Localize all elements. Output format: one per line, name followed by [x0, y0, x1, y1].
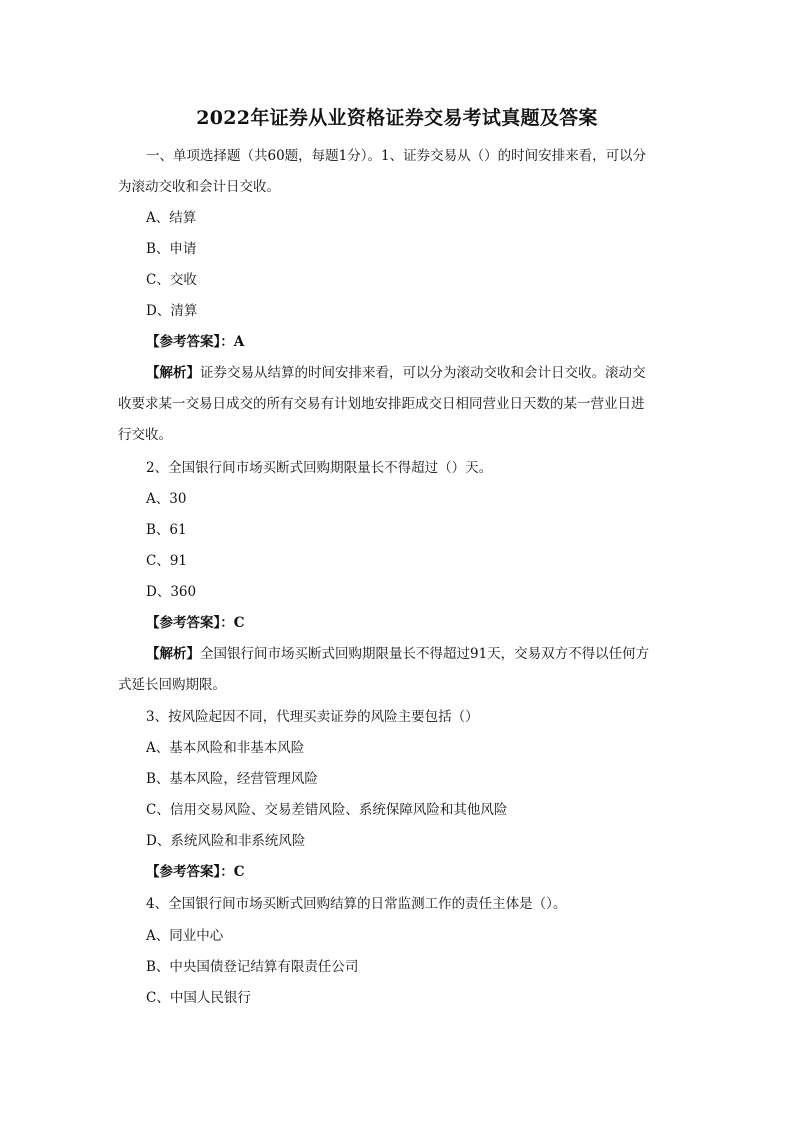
q2-analysis-text: 全国银行间市场买断式回购期限量长不得超过91天，交易双方不得以任何方: [200, 646, 650, 662]
q4-question: 4、全国银行间市场买断式回购结算的日常监测工作的责任主体是（）。: [146, 896, 567, 912]
section-intro-line-cont: 为滚动交收和会计日交收。: [118, 179, 280, 195]
q2-question: 2、全国银行间市场买断式回购期限量长不得超过（）天。: [146, 460, 493, 476]
q3-option-b: B、基本风险，经营管理风险: [146, 771, 318, 787]
q1-answer: 【参考答案】：A: [146, 334, 245, 350]
q1-option-b: B、申请: [146, 241, 197, 257]
q1-option-c: C、交收: [146, 272, 197, 288]
q1-analysis-line-2: 收要求某一交易日成交的所有交易有计划地安排距成交日相同营业日天数的某一营业日进: [118, 396, 645, 412]
q3-option-a: A、基本风险和非基本风险: [146, 740, 305, 756]
q1-analysis-line-3: 行交收。: [118, 427, 172, 443]
q2-option-c: C、91: [146, 553, 188, 569]
q1-option-d: D、清算: [146, 303, 198, 319]
q2-answer: 【参考答案】：C: [146, 615, 245, 631]
q1-analysis-tag: 【解析】: [146, 365, 200, 381]
q3-question: 3、按风险起因不同，代理买卖证券的风险主要包括（）: [146, 709, 479, 725]
q4-option-b: B、中央国债登记结算有限责任公司: [146, 959, 359, 975]
q4-option-a: A、同业中心: [146, 928, 224, 944]
section-intro-line: 一、单项选择题（共60题，每题1分）。1、证券交易从（）的时间安排来看，可以分: [146, 148, 647, 164]
q2-option-a: A、30: [146, 491, 187, 507]
q1-analysis-line-1: [146, 364, 646, 382]
q3-option-d: D、系统风险和非系统风险: [146, 833, 306, 849]
q4-option-c: C、中国人民银行: [146, 990, 251, 1006]
q2-option-d: D、360: [146, 584, 197, 600]
document-title: 2022年证券从业资格证券交易考试真题及答案: [196, 107, 598, 129]
q2-option-b: B、61: [146, 522, 187, 538]
q3-answer: 【参考答案】：C: [146, 864, 245, 880]
q2-analysis-line-1: [146, 645, 649, 663]
q2-analysis-line-2: 式延长回购期限。: [118, 677, 226, 693]
q1-option-a: A、结算: [146, 210, 197, 226]
q2-analysis-tag: 【解析】: [146, 646, 200, 662]
q1-analysis-text: 证券交易从结算的时间安排来看，可以分为滚动交收和会计日交收。滚动交: [200, 365, 646, 381]
q3-option-c: C、信用交易风险、交易差错风险、系统保障风险和其他风险: [146, 802, 508, 818]
